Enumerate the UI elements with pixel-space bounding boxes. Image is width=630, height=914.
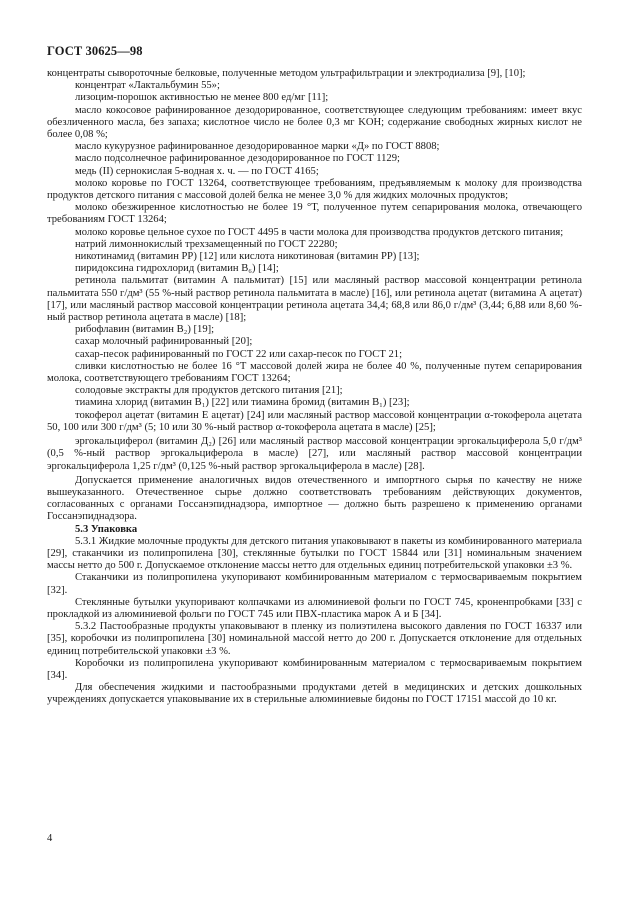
page-number: 4 (47, 833, 53, 844)
paragraph: эргокальциферол (витамин Д₂) [26] или масляный раствор массовой концентрации эргокальциферола 5,0 г/дм³ (0,5 %-ный раствор эргокальциферола в масле) [27], или масляный раствор массовой концентрации эргокальциферола 1,25 г/дм³ (0,125 %-ный раствор эргокальциферола в масле) [28]. (47, 436, 582, 472)
paragraph: Стаканчики из полипропилена укупоривают комбинированным материалом с термосвариваемым покрытием [32]. (47, 572, 582, 596)
paragraph: молоко коровье цельное сухое по ГОСТ 4495 в части молока для производства продуктов детского питания; (75, 226, 564, 238)
paragraph: концентраты сывороточные белковые, полученные методом ультрафильтрации и электродиализа [9], [10]; (47, 68, 526, 79)
paragraph: лизоцим-порошок активностью не менее 800 ед/мг [11]; (75, 92, 329, 104)
paragraph: сливки кислотностью не более 16 °Т массовой долей жира не более 40 %, полученные путем сепарирования молока, соответствующего требованиям ГОСТ 13264; (47, 360, 582, 385)
paragraph: никотинамид (витамин РР) [12] или кислота никотиновая (витамин РР) [13]; (75, 251, 420, 263)
paragraph: сахар молочный рафинированный [20]; (75, 336, 253, 348)
paragraph: натрий лимоннокислый трехзамещенный по ГОСТ 22280; (75, 238, 338, 250)
paragraph: Коробочки из полипропилена укупоривают комбинированным материалом с термосвариваемым покрытием [34]. (47, 657, 582, 681)
paragraph: солодовые экстракты для продуктов детского питания [21]; (75, 385, 343, 397)
paragraph: молоко коровье по ГОСТ 13264, соответствующее требованиям, предъявляемым к молоку для производства продуктов детского питания с массовой долей белка не менее 3,0 % для жидких молочных продуктов; (47, 177, 582, 202)
paragraph: масло кокосовое рафинированное дезодорированное, соответствующее следующим требованиям: имеет вкус обезличенного масла, без запаха; кислотное число не более 0,3 мг KOH; содержание свободных жирных кислот не более 0,08 %; (47, 104, 582, 141)
paragraph: 5.3.1 Жидкие молочные продукты для детского питания упаковывают в пакеты из комбинированного материала [29], стаканчики из полипропилена [30], стеклянные бутылки по ГОСТ 15844 или [31] номинальным значением массы нетто до 500 г. Допускаемое отклонение массы нетто для отдельных единиц потребительской упаковки ±3 %. (47, 535, 582, 572)
paragraph: Стеклянные бутылки укупоривают колпачками из алюминиевой фольги по ГОСТ 745, кроненпробками [33] с прокладкой из алюминиевой фольги по ГОСТ 745 или ПВХ-пластика марок А и Б [34]. (47, 596, 582, 620)
paragraph: масло кукурузное рафинированное дезодорированное марки «Д» по ГОСТ 8808; (75, 141, 440, 153)
paragraph: ретинола пальмитат (витамин А пальмитат) [15] или масляный раствор массовой концентрации ретинола пальмитата 550 г/дм³ (55 %-ный раствор ретинола пальмитата в масле) [16], или ретинола ацетат (витамина А ацетат) [17], или масляный раствор массовой концентрации ретинола ацетата 34,4; 68,8 или 86,0 г/дм³ (3,44; 6,88 или 8,60 %-ный раствор ретинола ацетата в масле) [18]; (47, 275, 582, 324)
paragraph: токоферол ацетат (витамин Е ацетат) [24] или масляный раствор массовой концентрации α-токоферола ацетата 50, 100 или 300 г/дм³ (5; 10 или 30 %-ный раствор α-токоферола ацетата в масле) [25]; (47, 409, 582, 433)
paragraph: молоко обезжиренное кислотностью не более 19 °Т, полученное путем сепарирования молока, отвечающего требованиям ГОСТ 13264; (47, 202, 582, 226)
paragraph: сахар-песок рафинированный по ГОСТ 22 или сахар-песок по ГОСТ 21; (75, 348, 403, 360)
paragraph: концентрат «Лактальбумин 55»; (75, 80, 220, 92)
document-body (47, 68, 582, 707)
paragraph: 5.3.2 Пастообразные продукты упаковывают в пленку из полиэтилена высокого давления по ГОСТ 16337 или [35], коробочки из полипропилена [30] номинальной массой нетто до 200 г. Допускается отклонение для отдельных единиц потребительской упаковки ±3 %. (47, 621, 582, 657)
paragraph: рибофлавин (витамин B₂) [19]; (75, 324, 215, 336)
paragraph: пиридоксина гидрохлорид (витамин B₆) [14]; (75, 263, 279, 275)
paragraph: масло подсолнечное рафинированное дезодорированное по ГОСТ 1129; (75, 153, 400, 165)
paragraph: тиамина хлорид (витамин B₁) [22] или тиамина бромид (витамин B₁) [23]; (75, 397, 410, 409)
paragraph: Для обеспечения жидкими и пастообразными продуктами детей в медицинских и детских дошкольных учреждениях допускается упаковывание их в стерильные алюминиевые бидоны по ГОСТ 17151 массой до 10 кг. (47, 682, 582, 706)
section-title: 5.3 Упаковка (75, 523, 138, 535)
document-header: ГОСТ 30625—98 (47, 44, 143, 58)
paragraph: Допускается применение аналогичных видов отечественного и импортного сырья по качеству не ниже вышеуказанного. Отечественное сырье должно соответствовать требованиям действующих документов, согласованных с органами Госсанэпиднадзора, импортное — должно быть разрешено к применению органами Госсанэпиднадзора. (47, 474, 582, 523)
paragraph: медь (II) сернокислая 5-водная х. ч. — по ГОСТ 4165; (75, 165, 319, 177)
